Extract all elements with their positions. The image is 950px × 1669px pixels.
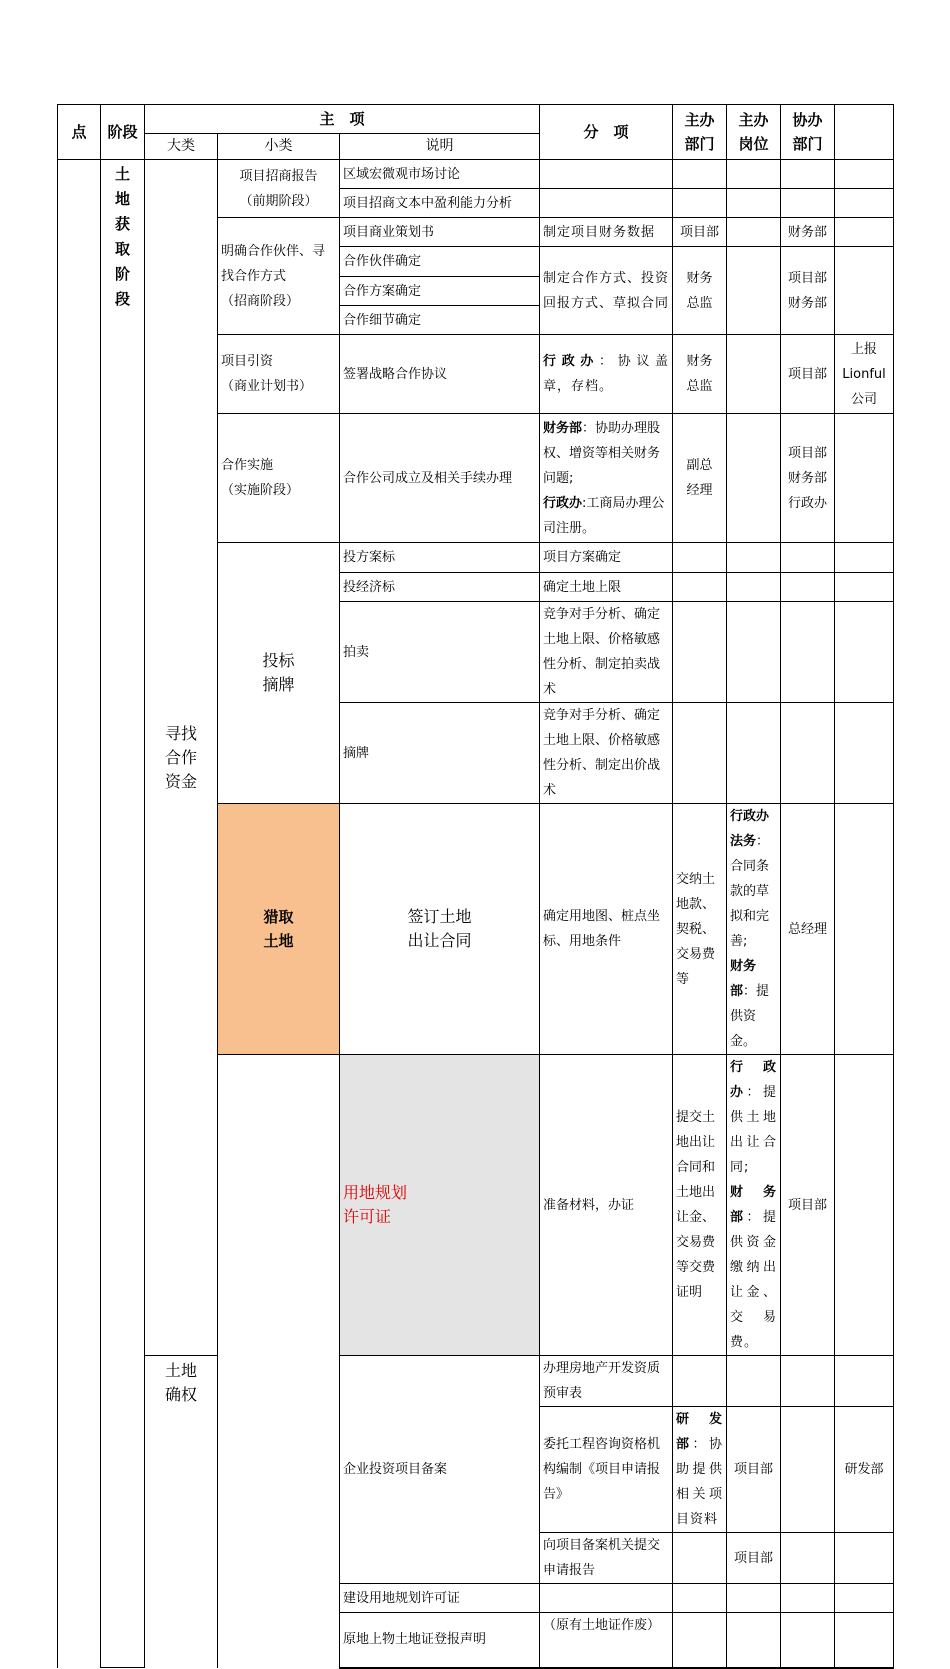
sub-r11: 企业投资项目备案 bbox=[340, 1356, 540, 1584]
header-assist-dept: 协办 部门 bbox=[781, 105, 835, 160]
fx-r9-dept2: 财务部 bbox=[730, 959, 757, 999]
point-label: 猎取 土地 bbox=[218, 804, 340, 1055]
lead-r2-2: 财务 总监 bbox=[673, 247, 727, 335]
header-extra bbox=[835, 105, 894, 160]
fx-r4-dept2: 行政办 bbox=[543, 495, 583, 511]
point-top-cell bbox=[58, 160, 101, 1668]
fx-r10-text1: ：提供土地出让合同; bbox=[730, 1085, 778, 1175]
header-stage: 阶段 bbox=[101, 105, 145, 160]
header-description: 说明 bbox=[340, 134, 540, 160]
land-acquisition-table bbox=[57, 104, 894, 1669]
lead-r3: 财务 总监 bbox=[673, 335, 727, 414]
lead-r11-3: 项目部 bbox=[727, 1533, 781, 1584]
fx-r3 bbox=[540, 335, 673, 414]
fx-r3-dept: 行政办 bbox=[543, 354, 600, 369]
header-subcategory: 小类 bbox=[218, 134, 340, 160]
fx-r11-text: ：协助提供相关项目资料 bbox=[676, 1437, 724, 1527]
fx-r11-dept: 研发部 bbox=[676, 1412, 724, 1452]
desc-r2-1: 项目商业策划书 bbox=[340, 218, 540, 247]
group-find-funding: 寻找 合作 资金 bbox=[145, 160, 218, 1356]
stage-label: 土 地 获 取 阶 段 bbox=[101, 160, 145, 1668]
sub-r6: 投经济标 bbox=[340, 573, 540, 602]
desc-r5: 项目方案确定 bbox=[540, 543, 673, 573]
lead-r10: 项目部 bbox=[781, 1055, 835, 1356]
fx-r4-text2: :工商局办理公司注册。 bbox=[543, 495, 665, 536]
fx-r9-text2: ：提供资金。 bbox=[730, 984, 770, 1049]
desc-r11-1: 办理房地产开发资质预审表 bbox=[540, 1356, 673, 1407]
sub-r2: 明确合作伙伴、寻找合作方式 （招商阶段） bbox=[218, 218, 340, 335]
fx-r4-dept1: 财务部 bbox=[543, 420, 583, 436]
desc-r10: 提交土地出让合同和土地出让金、交易费等交费证明 bbox=[673, 1055, 727, 1356]
assist-r2-2: 项目部 财务部 bbox=[781, 247, 835, 335]
assist-r11-2: 研发部 bbox=[835, 1407, 894, 1533]
desc-r2-4: 合作细节确定 bbox=[340, 306, 540, 335]
sub-r13: 原地上物土地证登报声明 bbox=[340, 1613, 540, 1668]
header-main: 主 项 bbox=[145, 105, 540, 134]
group-land-permit: 用地规划 许可证 bbox=[340, 1055, 540, 1356]
fx-r10-dept2: 财务部 bbox=[730, 1185, 778, 1225]
assist-r3: 项目部 bbox=[781, 335, 835, 414]
desc-r4: 合作公司成立及相关手续办理 bbox=[340, 414, 540, 543]
fx-r3-text: ：协议盖章，存档。 bbox=[543, 354, 670, 394]
sub-r5: 投方案标 bbox=[340, 543, 540, 573]
header-category: 大类 bbox=[145, 134, 218, 160]
fx-r10-text2: ：提供资金缴纳出让金、交易费。 bbox=[730, 1210, 778, 1350]
desc-r1-2: 项目招商文本中盈利能力分析 bbox=[340, 189, 540, 218]
fx-r4-text1: ：协助办理股权、增资等相关财务问题; bbox=[543, 420, 661, 486]
desc-r11-3: 向项目备案机关提交申请报告 bbox=[540, 1533, 673, 1584]
desc-r13: （原有土地证作废） bbox=[540, 1613, 673, 1668]
extra-r3: 上报 Lionful 公司 bbox=[835, 335, 894, 414]
fx-r4 bbox=[540, 414, 673, 543]
header-point: 点 bbox=[58, 105, 101, 160]
fx-r10 bbox=[727, 1055, 781, 1356]
assist-r2-1: 财务部 bbox=[781, 218, 835, 247]
group-land-title: 土地 确权 bbox=[145, 1356, 218, 1668]
desc-r11-2: 委托工程咨询资格机构编制《项目申请报告》 bbox=[540, 1407, 673, 1533]
fx-r9-text1: ：合同条款的草拟和完善; bbox=[730, 834, 770, 949]
desc-r2-2: 合作伙伴确定 bbox=[340, 247, 540, 277]
lead-r9: 总经理 bbox=[781, 804, 835, 1055]
header-lead-dept: 主办 部门 bbox=[673, 105, 727, 160]
sub-r12: 建设用地规划许可证 bbox=[340, 1584, 540, 1613]
group-sign-contract: 签订土地 出让合同 bbox=[340, 804, 540, 1055]
fx-r9-dept1: 行政办法务 bbox=[730, 809, 770, 849]
assist-r4: 项目部 财务部 行政办 bbox=[781, 414, 835, 543]
fx-r2-2: 制定合作方式、投资回报方式、草拟合同 bbox=[540, 247, 673, 335]
lead-r4: 副总 经理 bbox=[673, 414, 727, 543]
sub-r9: 确定用地图、桩点坐标、用地条件 bbox=[540, 804, 673, 1055]
sub-r7: 拍卖 bbox=[340, 602, 540, 703]
desc-r6: 确定土地上限 bbox=[540, 573, 673, 602]
point-bottom-cell bbox=[218, 1055, 340, 1668]
desc-r7: 竞争对手分析、确定土地上限、价格敏感性分析、制定拍卖战术 bbox=[540, 602, 673, 703]
fx-r2-1: 制定项目财务数据 bbox=[540, 218, 673, 247]
sub-r3: 项目引资 （商业计划书） bbox=[218, 335, 340, 414]
header-lead-post: 主办 岗位 bbox=[727, 105, 781, 160]
lead-r11-2: 项目部 bbox=[727, 1407, 781, 1533]
lead-r2-1: 项目部 bbox=[673, 218, 727, 247]
desc-r1-1: 区域宏微观市场讨论 bbox=[340, 160, 540, 189]
desc-r3: 签署战略合作协议 bbox=[340, 335, 540, 414]
group-bid: 投标 摘牌 bbox=[218, 543, 340, 804]
desc-r9: 交纳土地款、契税、交易费等 bbox=[673, 804, 727, 1055]
header-sub-item: 分 项 bbox=[540, 105, 673, 160]
desc-r8: 竞争对手分析、确定土地上限、价格敏感性分析、制定出价战术 bbox=[540, 703, 673, 804]
fx-r9 bbox=[727, 804, 781, 1055]
sub-r1: 项目招商报告 （前期阶段） bbox=[218, 160, 340, 218]
sub-r10: 准备材料，办证 bbox=[540, 1055, 673, 1356]
fx-r10-dept1: 行政办 bbox=[730, 1060, 778, 1100]
desc-r2-3: 合作方案确定 bbox=[340, 277, 540, 306]
fx-r11 bbox=[673, 1407, 727, 1533]
sub-r4: 合作实施 （实施阶段） bbox=[218, 414, 340, 543]
sub-r8: 摘牌 bbox=[340, 703, 540, 804]
